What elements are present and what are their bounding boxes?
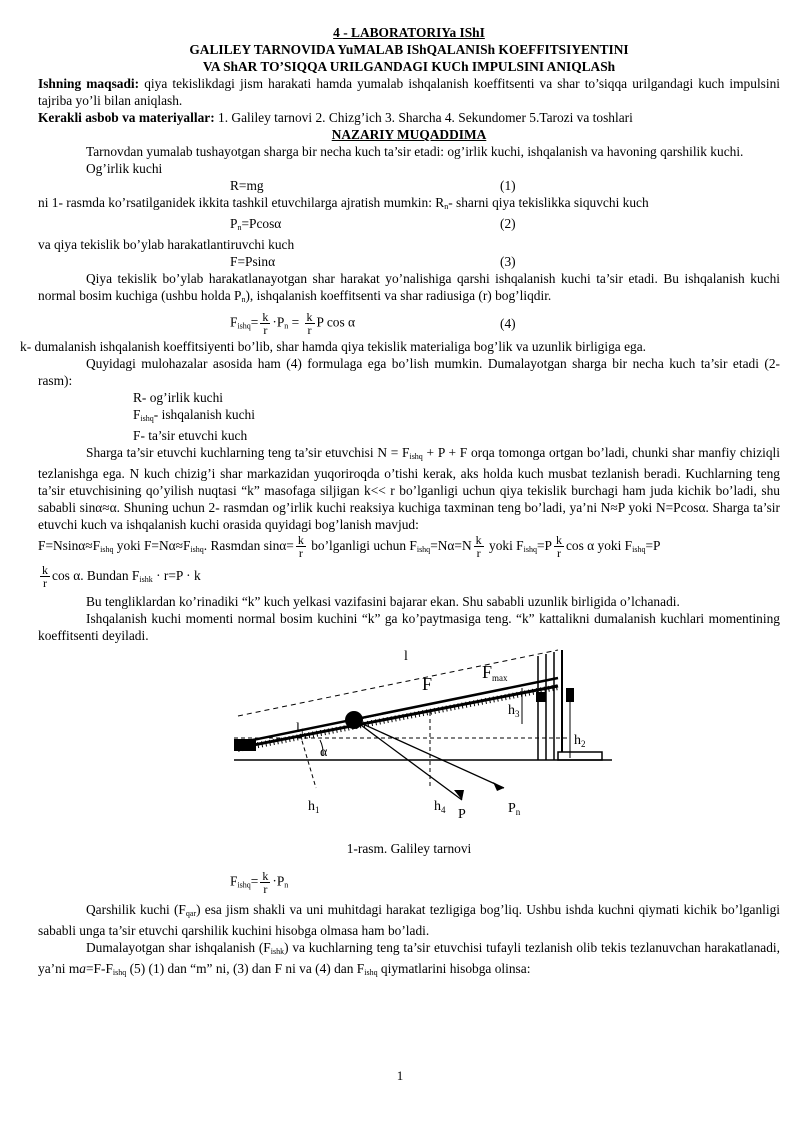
numerator: k <box>297 533 304 548</box>
label-h3 <box>508 703 520 719</box>
equation-2-formula <box>38 215 500 236</box>
label-alpha: α <box>320 745 328 760</box>
equation-3-number: (3) <box>500 254 516 269</box>
p13-d: (5) (1) dan “m” ni, (3) dan F ni va (4) dan F <box>126 961 365 976</box>
fraction-k-over-r <box>40 564 50 589</box>
lab-title-line-1: GALILEY TARNOVIDA YuMALAB IShQALANISh KOEFFITSIYENTINI <box>189 42 629 57</box>
galileo-trough-figure <box>38 648 780 880</box>
pn-main: P <box>508 801 516 816</box>
denominator: r <box>43 576 47 591</box>
obstacle-block <box>536 692 546 702</box>
p9-j: cos α. Bundan F <box>52 568 140 583</box>
eq4-lhs: F <box>230 314 238 330</box>
subscript: ishq <box>100 545 114 554</box>
page-number: 1 <box>396 1068 404 1083</box>
denominator: r <box>476 546 481 561</box>
section-title: NAZARIY MUQADDIMA <box>331 127 487 142</box>
denominator: r <box>263 881 268 896</box>
subscript: n <box>284 321 289 331</box>
equation-4-formula: $F_{ishq}=$ $\frac{k}{r}$ $\cdot P_n$ = $\frac{k}{r}$ P cos α <box>230 309 356 337</box>
eq2-b: =Pcosα <box>241 216 282 231</box>
p12-b: ) esa jism shakli va uni muhitdagi harakat tezligiga bog’liq. Ushbu ishda kuchni qiymati kichik bo’lganligi sababli unga ta’sir etuvchi qarshilik kuchini hisobga olmasa ham bo’ladi. <box>38 902 781 938</box>
paragraph-along: va qiya tekislik bo’ylab harakatlantiruvchi kuch <box>38 237 295 252</box>
p9-k: · r=P · k <box>152 568 201 583</box>
subscript: ishq <box>112 968 127 977</box>
paragraph-k-definition: k- dumalanish ishqalanish koeffitsiyenti bo’lib, shar hamda qiya tekislik materialiga bog’lik va uzunlik birligiga ega. <box>20 339 646 354</box>
denominator: r <box>307 322 312 337</box>
subscript: ishq <box>237 880 251 890</box>
force-fmax-line <box>354 690 498 720</box>
h4-main: h <box>434 799 441 814</box>
h1-main: h <box>308 799 315 814</box>
p12-a: Qarshilik kuchi (F <box>86 902 186 917</box>
eq2-a: P <box>230 216 238 231</box>
subscript: n <box>241 295 246 304</box>
subscript: ishq <box>190 545 204 554</box>
eq5-lhs: F <box>230 873 238 889</box>
p9-c: . Rasmdan sinα= <box>203 538 294 553</box>
paragraph-gravity: Og’irlik kuchi <box>86 161 163 176</box>
p9-i: =P <box>645 538 661 553</box>
label-h1 <box>308 799 320 815</box>
denominator: r <box>298 546 303 561</box>
label-fmax <box>482 662 508 683</box>
aim-text: qiya tekislikdagi jism harakati hamda yumalab ishqalanish koeffitsenti va shar to’siqqa urilgandagi kuch impulsini tajriba yo’li bilan aniqlash. <box>38 76 781 108</box>
force-item-acting: F- ta’sir etuvchi kuch <box>133 428 248 443</box>
numerator: k <box>262 309 269 324</box>
document-page <box>20 24 781 981</box>
p8-b: + P + F orqa tomonga ortgan bo’ladi, chunki shar manfiy chiziqli tezlanishga ega. N kuch chizig’i shar markazidan yuqoriroqda o’tishi kerak, aks holda kuch musbat tezlanish beradi. Kuchlarning teng ta’sir etuvchisining qo’yilish nuqtasi “k” masofaga siljigan k<< r bo’lganligi uchun qiya tekislik burchagi ham juda kichik bo’ladi, shu sababli sinα≈α. Shuning uchun 2- rasmdan og’irlik kuchi reaksiya kuchiga taxminan teng bo’ladi, ya’ni N≈P yoki N=Pcosα. Sharga ta’sir etuvchi kuch va ishqalanish kuchi orasida quyidagi bog’lanish mavjud: <box>38 445 781 532</box>
numerator: k <box>555 533 562 548</box>
lab-title-line-2: VA ShAR TO’SIQQA URILGANDAGI KUCh IMPULSINI ANIQLASh <box>202 59 616 74</box>
eq4-equals: = <box>288 314 303 330</box>
subscript: ishq <box>364 968 378 977</box>
label-f: F <box>422 674 433 694</box>
l1-sub: 1 <box>299 727 305 737</box>
equation-1-number: (1) <box>500 178 516 193</box>
equation-2 <box>38 215 780 236</box>
paragraph-components-text: ni 1- rasmda ko’rsatilganidek ikkita tashkil etuvchilarga ajratish mumkin: R <box>38 195 445 210</box>
p13-e: qiymatlarini hisobga olinsa: <box>377 961 531 976</box>
label-h4 <box>434 799 446 815</box>
trough-start-block <box>234 739 256 751</box>
paragraph-moment: Ishqalanish kuchi momenti normal bosim kuchini “k” ga ko’paytmasiga teng. “k” kattalikni dumalanish kuchlari momentining koeffitsenti deyiladi. <box>38 611 780 643</box>
label-l: l <box>404 649 408 664</box>
fraction-k-over-r <box>305 311 315 336</box>
fraction-k-over-r <box>296 534 306 559</box>
equation-1 <box>38 177 780 194</box>
p5-a: Qiya tekislik bo’ylab harakatlanayotgan shar harakat yo’nalishiga qarshi ishqalanish kuchi ta’sir etadi. Bu ishqalanish kuchi normal bosim kuchiga (ushbu holda P <box>38 271 780 303</box>
label-h2 <box>574 733 586 749</box>
h3-sub: 3 <box>515 709 520 719</box>
fmax-sub: max <box>492 673 508 683</box>
equipment-text: 1. Galiley tarnovi 2. Chizg’ich 3. Sharcha 4. Sekundomer 5.Tarozi va toshlari <box>214 110 633 125</box>
paragraph-resultant <box>38 444 780 533</box>
p9-a: F=Nsinα≈F <box>38 538 101 553</box>
p13-accel: a <box>79 961 86 976</box>
force-item-weight: R- og’irlik kuchi <box>133 390 224 405</box>
force-item-friction <box>133 406 780 427</box>
p9-e: =Nα=N <box>430 538 472 553</box>
l1-main: l <box>296 721 300 736</box>
pn-sub: n <box>515 807 521 817</box>
force-pn-line <box>354 720 504 788</box>
aim-paragraph <box>38 75 780 109</box>
p13-a: Dumalayotgan shar ishqalanish (F <box>86 940 271 955</box>
equation-3 <box>38 253 780 270</box>
subscript: ishk <box>270 947 285 956</box>
paragraph-intro: Tarnovdan yumalab tushayotgan sharga bir necha kuch ta’sir etadi: og’irlik kuchi, ishqalanish va havoning qarshilik kuchi. <box>86 144 744 159</box>
paragraph-lever-arm: Bu tengliklardan ko’rinadiki “k” kuch yelkasi vazifasini bajarar ekan. Shu sababli uzunlik birligida o’lchanadi. <box>86 594 680 609</box>
arrow-head-pn <box>493 782 504 791</box>
p9-f: yoki F <box>485 538 524 553</box>
numerator: k <box>42 563 48 578</box>
p9-b: yoki F=Nα≈F <box>113 538 191 553</box>
aim-label: Ishning maqsadi: <box>38 76 140 91</box>
subscript: ishq <box>416 545 431 554</box>
fmax-main: F <box>482 662 493 682</box>
p13-b: ) va kuchlarning teng ta’sir etuvchisi tufayli tezlanish olib tekis tezlanuvchan harakatlanadi, ya’ni m <box>38 940 780 976</box>
h1-dashed <box>300 734 316 788</box>
equation-5-formula: $F_{ishq}=$ $\frac{k}{r}$ $\cdot P_n$ <box>230 868 289 896</box>
label-pn <box>508 801 521 817</box>
paragraph-friction <box>38 270 780 308</box>
label-p: P <box>458 807 466 822</box>
subscript: qar <box>185 909 197 918</box>
h2-sub: 2 <box>581 739 586 749</box>
f2b: - ishqalanish kuchi <box>153 407 255 422</box>
p9-d: bo’lganligi uchun F <box>307 538 417 553</box>
equipment-label: Kerakli asbob va materiyallar: <box>38 110 215 125</box>
numerator: k <box>475 533 482 548</box>
subscript: ishq <box>632 545 646 554</box>
numerator: k <box>306 309 313 324</box>
denominator: r <box>556 546 561 561</box>
subscript: ishk <box>139 575 153 584</box>
p5-b: ), ishqalanish koeffitsenti va shar radiusiga (r) bog’liqdir. <box>245 288 552 303</box>
eq4-tail: P cos α <box>316 314 356 330</box>
paragraph-components <box>38 194 780 215</box>
subscript: n <box>237 223 242 232</box>
equation-1-formula: R=mg <box>230 178 264 193</box>
subscript: n <box>284 880 289 890</box>
equation-3-formula: F=Psinα <box>230 254 276 269</box>
equation-4 <box>38 308 780 338</box>
p8-a: Sharga ta’sir etuvchi kuchlarning teng ta’sir etuvchisi N = F <box>86 445 410 460</box>
numerator: k <box>262 868 269 883</box>
p9-g: =P <box>536 538 552 553</box>
stand-base <box>558 752 602 760</box>
subscript: ishq <box>237 321 251 331</box>
eq4-mid: ·P <box>272 314 285 330</box>
fraction-k-over-r <box>260 311 270 336</box>
paragraph-resistance <box>38 901 780 939</box>
equation-4-number: (4) <box>500 315 516 331</box>
label-l1 <box>296 721 304 737</box>
paragraph-components-end: - sharni qiya tekislikka siquvchi kuch <box>448 195 649 210</box>
fraction-k-over-r <box>474 534 484 559</box>
p9-h: cos α yoki F <box>565 538 633 553</box>
equipment-paragraph <box>38 109 780 126</box>
h1-sub: 1 <box>315 805 320 815</box>
paragraph-motion <box>38 939 780 981</box>
h2-main: h <box>574 733 581 748</box>
figure-caption: 1-rasm. Galiley tarnovi <box>346 841 472 856</box>
lab-number-title: 4 - LABORATORIYa IShI <box>333 25 485 40</box>
subscript: n <box>444 202 449 211</box>
subscript: ishq <box>140 414 154 423</box>
denominator: r <box>263 322 268 337</box>
equation-2-number: (2) <box>500 216 516 231</box>
p13-c: =F-F <box>85 961 113 976</box>
forces-list <box>38 389 780 444</box>
subscript: ishq <box>523 545 537 554</box>
paragraph-derivation <box>38 533 780 593</box>
galileo-trough-diagram <box>38 648 780 880</box>
subscript: ishq <box>409 452 423 461</box>
paragraph-reasoning: Quyidagi mulohazalar asosida ham (4) formulaga ega bo’lish mumkin. Dumalayotgan sharga bir necha kuch ta’sir etadi (2-rasm): <box>38 356 780 388</box>
fraction-k-over-r <box>554 534 564 559</box>
eq5-tail: ·P <box>272 873 285 889</box>
h3-main: h <box>508 703 515 718</box>
h4-sub: 4 <box>441 805 446 815</box>
f2a: F <box>133 407 141 422</box>
